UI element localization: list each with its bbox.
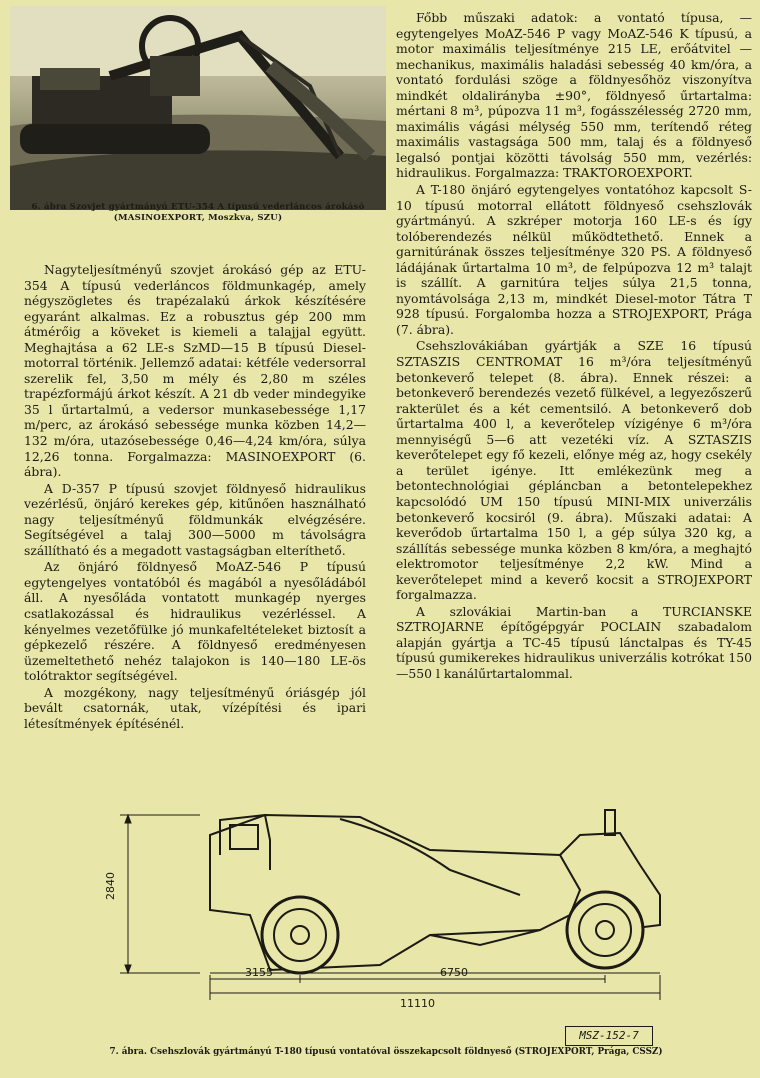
paragraph: A mozgékony, nagy teljesítményű óriásgép jól bevált csatornák, utak, vízépítési és ipari létesítmények építésénél. bbox=[24, 684, 366, 731]
trencher-photo-image bbox=[10, 6, 386, 210]
right-column bbox=[396, 10, 752, 682]
photo-caption bbox=[10, 202, 386, 224]
paragraph: A D-357 P típusú szovjet földnyeső hidraulikus vezérlésű, önjáró kerekes gép, kitűnően használható nagy teljesítményű földmunkák elvégzésére. Segítségével a talaj 300—5000 m távolságra szállítható és a megadott vastagságban elteríthető. bbox=[24, 480, 366, 558]
left-column bbox=[24, 262, 366, 731]
trencher-photo bbox=[10, 6, 386, 210]
figure-caption: 7. ábra. Csehszlovák gyártmányú T-180 típusú vontatóval összekapcsolt földnyeső (STROJEXPORT, Prága, CSSZ) bbox=[109, 1047, 663, 1057]
paragraph: Csehszlovákiában gyártják a SZE 16 típusú SZTASZIS CENTROMAT 16 m³/óra teljesítményű betonkeverő telepet (8. ábra). Ennek részei: a betonkeverő berendezés vezető fülkével, a legyezőszerű rakterület és a két cementsiló. A betonkeverő dob űrtartalma 400 l, a keverőtelep vízigénye 6 m³/óra mennyiségű 5—6 att vezetéki víz. A SZTASZIS keverőtelepet egy fő kezeli, előnye még az, hogy csekély a terület igénye. Itt emlékezünk meg a betontechnológiai gépláncban a betontelepekhez kapcsolódó UM 150 típusú MINI-MIX univerzális betonkeverő kocsiról (9. ábra). Műszaki adatai: A keverődob űrtartalma 150 l, a gép súlya 320 kg, a szállítás sebessége munka közben 8 km/óra, a meghajtó elektromotor teljesítménye 2,2 kW. Mind a keverőtelepet mind a keverő kocsit a STROJEXPORT forgalmazza. bbox=[396, 338, 752, 603]
photo-caption-line2: (MASINOEXPORT, Moszkva, SZU) bbox=[113, 213, 283, 223]
dimension-a: 3155 bbox=[245, 966, 273, 979]
dimension-b: 6750 bbox=[440, 966, 468, 979]
scraper-line-drawing bbox=[100, 795, 700, 1020]
scraper-drawing bbox=[100, 795, 700, 1020]
dimension-total: 11110 bbox=[400, 997, 435, 1010]
paragraph: Nagyteljesítményű szovjet árokásó gép az ETU-354 A típusú vederláncos földmunkagép, amely négyszögletes és trapézalakú árkok készítésére egyaránt alkalmas. Ez a robusztus gép 200 mm átmérőig a köveket is kiemeli a talajjal együtt. Meghajtása a 62 LE-s SzMD—15 B típusú Diesel-motorral történik. Jellemző adatai: kétféle vedersorral szerelik fel, 3,50 m mély és 2,80 m széles trapézformájú árkot készít. A 21 db veder mindegyike 35 l űrtartalmú, a vedersor munkasebessége 1,17 m/perc, az árokásó sebessége munka közben 14,2—132 m/óra, utazósebessége 0,46—4,24 km/óra, súlya 12,26 tonna. Forgalmazza: MASINOEXPORT (6. ábra). bbox=[24, 262, 366, 480]
paragraph: A T-180 önjáró egytengelyes vontatóhoz kapcsolt S-10 típusú motorral ellátott földnyeső csehszlovák gyártmányú. A szkréper motorja 160 LE-s és így tolóberendezés nélkül működtethető. Ennek a garnitúrának összes teljesítménye 320 PS. A földnyeső ládájának űrtartalma 10 m³, de felpúpozva 12 m³ talajt is szállít. A garnitúra teljes súlya 21,5 tonna, nyomtávolsága 2,13 m, mindkét Diesel-motor Tátra T 928 típusú. Forgalomba hozza a STROJEXPORT, Prága (7. ábra). bbox=[396, 182, 752, 337]
paragraph: Az önjáró földnyeső MoAZ-546 P típusú egytengelyes vontatóból és magából a nyesőládából áll. A nyesőláda vontatott munkagép nyerges csatlakozással és hidraulikus vezérléssel. A kényelmes vezetőfülke jó munkafeltételeket biztosít a gépkezelő részére. A földnyeső eredményesen üzemeltethető nehéz talajokon is 140—180 LE-ös tolótraktor segítségével. bbox=[24, 559, 366, 684]
paragraph: Főbb műszaki adatok: a vontató típusa, — egytengelyes MoAZ-546 P vagy MoAZ-546 K típusú, a motor maximális teljesítménye 215 LE, erőátvitel — mechanikus, maximális haladási sebesség 40 km/óra, a vontató fordulási szöge a földnyesőhöz viszonyítva mindkét oldalirányba ±90°, földnyeső űrtartalma: mértani 8 m³, púpozva 11 m³, fogásszélesség 2720 mm, maximális vágási mélység 550 mm, terítendő réteg maximális vastagsága 500 mm, talaj és a földnyeső legalsó pontjai közötti távolság 550 mm, vezérlés: hidraulikus. Forgalmazza: TRAKTOROEXPORT. bbox=[396, 10, 752, 181]
photo-caption-line1: 6. ábra Szovjet gyártmányú ETU-354 A típusú vederláncos árokásó bbox=[31, 202, 365, 212]
dimension-height: 2840 bbox=[104, 872, 117, 900]
paragraph: A szlovákiai Martin-ban a TURCIANSKE SZTROJARNE építőgépgyár POCLAIN szabadalom alapján gyártja a TC-45 típusú lánctalpas és TY-45 típusú gumikerekes hidraulikus univerzális kotrókat 150—550 l kanálűrtartalommal. bbox=[396, 603, 752, 681]
standard-stamp: MSZ-152-7 bbox=[565, 1026, 653, 1046]
